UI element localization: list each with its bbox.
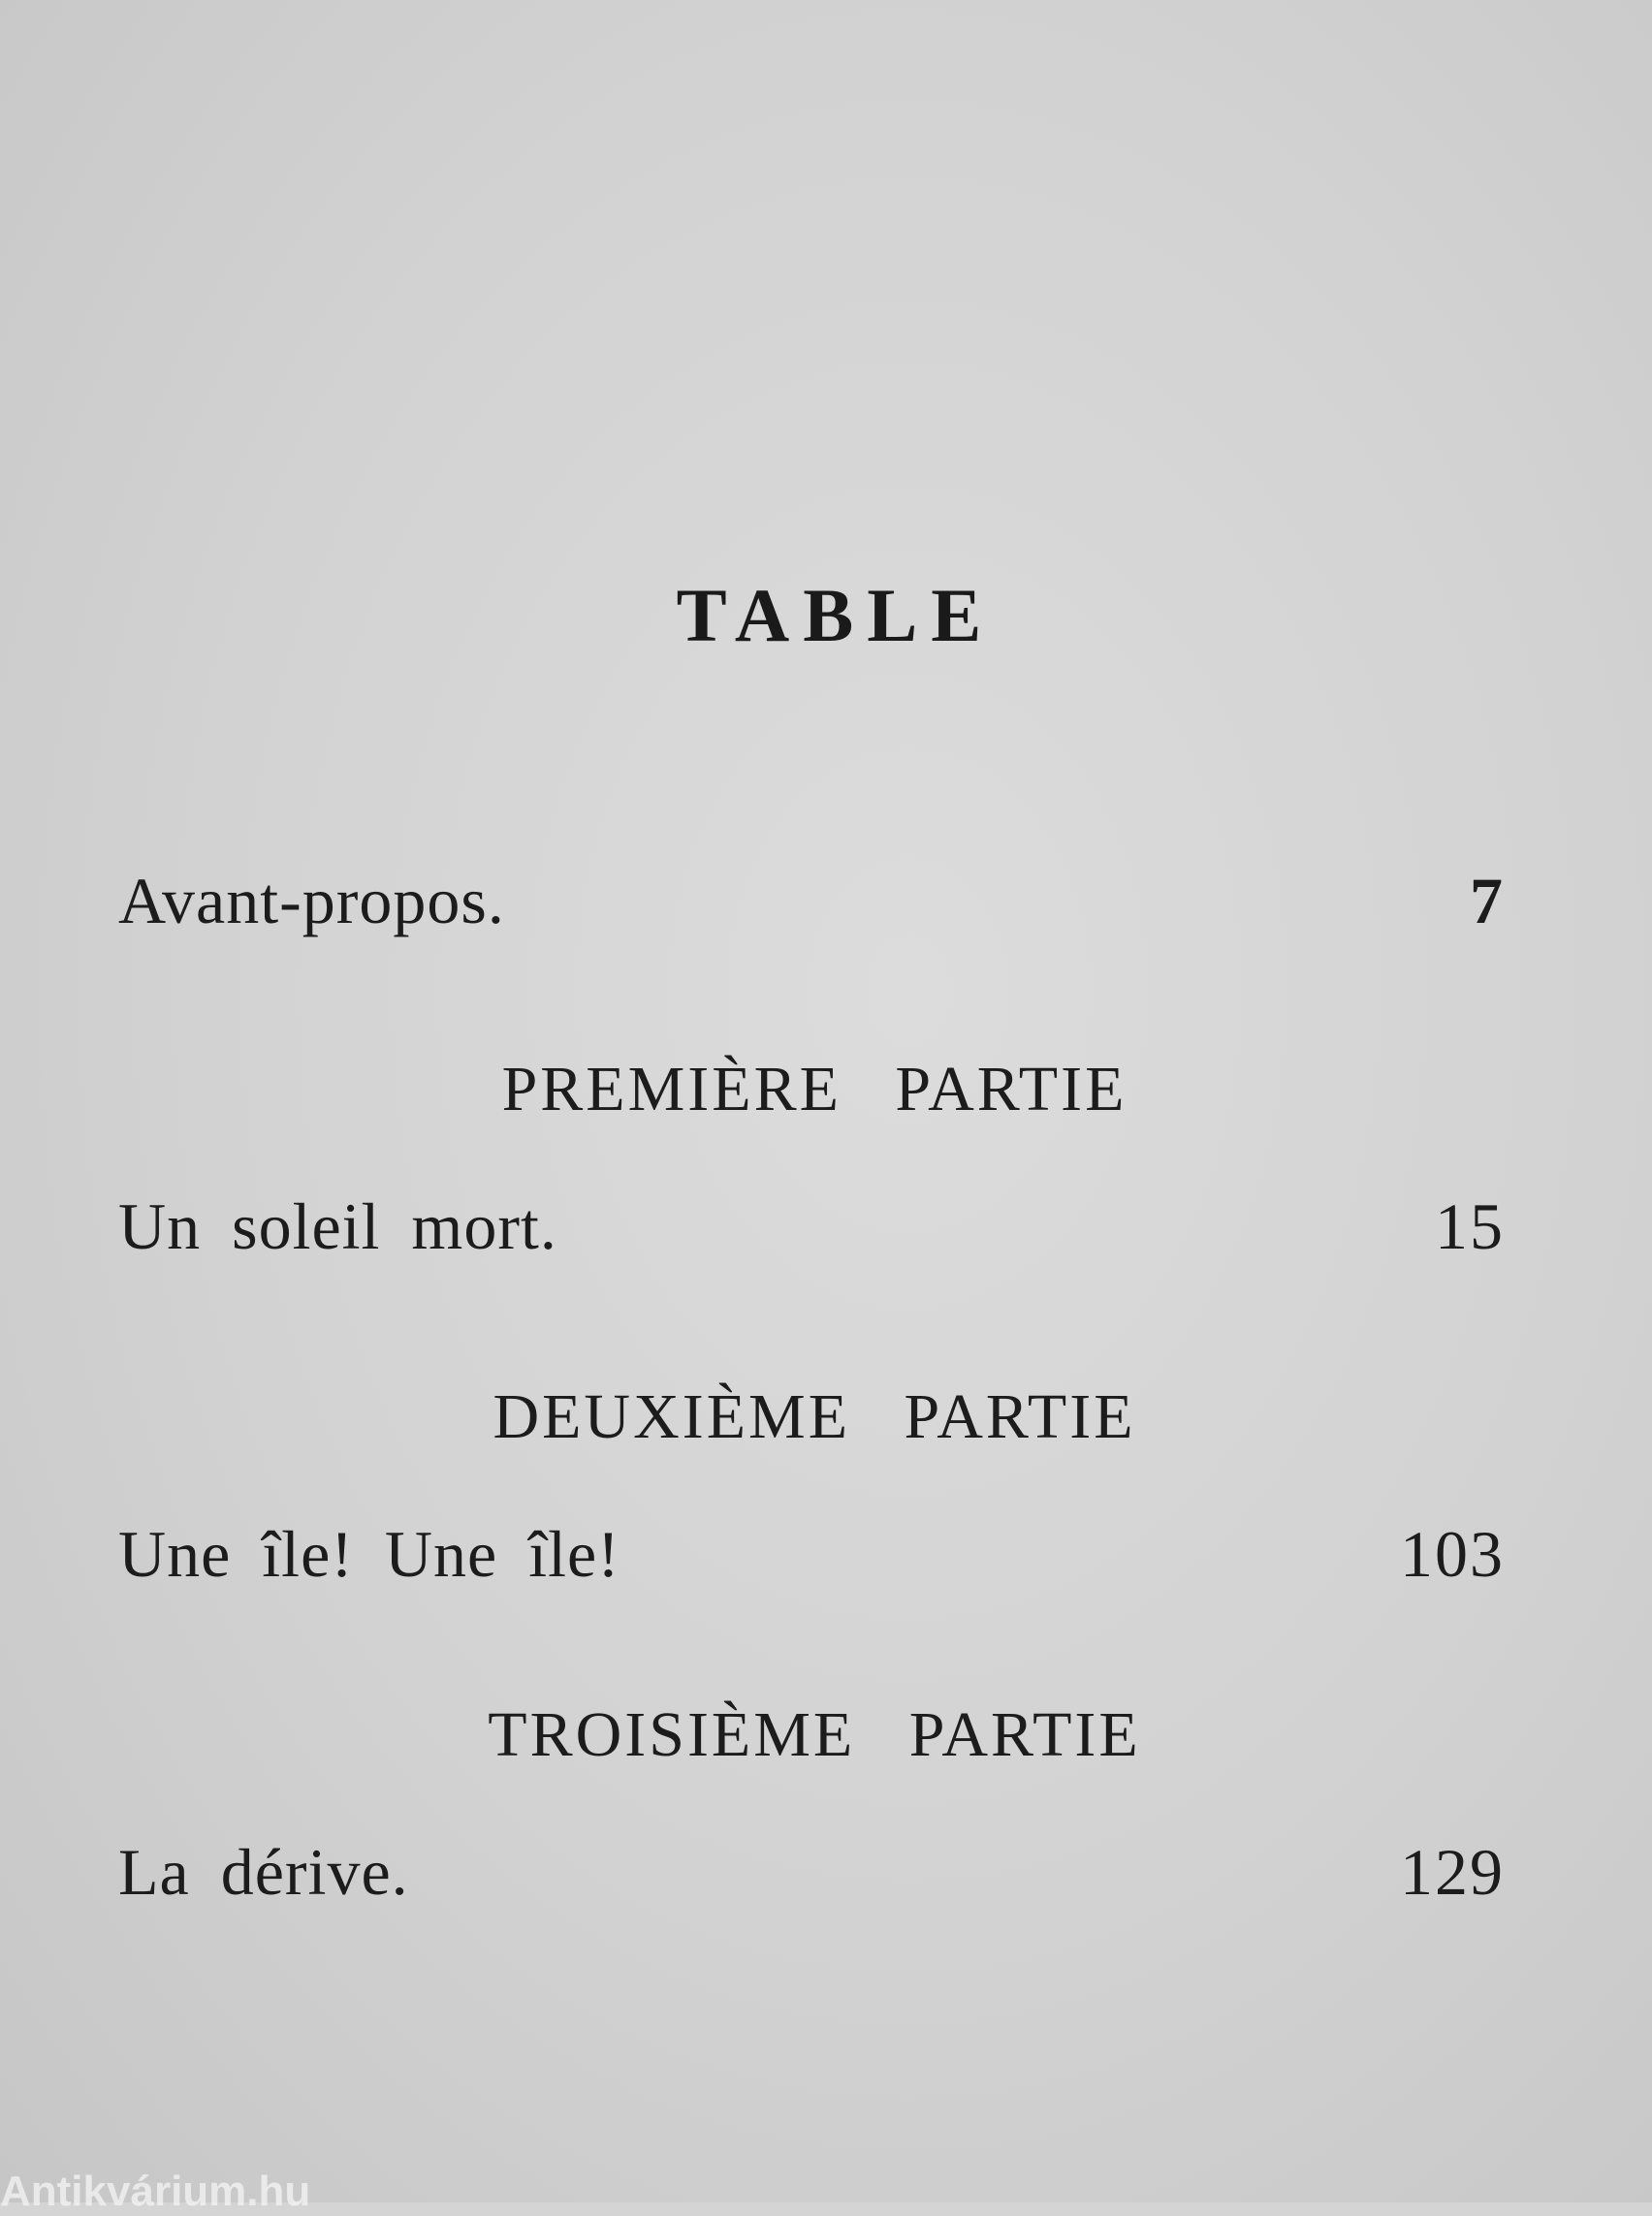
toc-entry-title: Avant-propos.: [118, 864, 505, 937]
toc-entry-title: La dérive.: [118, 1835, 409, 1909]
part-heading-deuxieme: DEUXIÈME PARTIE: [492, 1381, 1136, 1452]
toc-entry-title: Une île! Une île!: [118, 1517, 620, 1591]
toc-entry-page-number: 7: [1470, 864, 1505, 937]
toc-entry-page-number: 103: [1400, 1517, 1505, 1591]
toc-entry-page-number: 15: [1435, 1189, 1505, 1263]
toc-entry-page-number: 129: [1400, 1835, 1505, 1909]
toc-entry-title: Un soleil mort.: [118, 1189, 557, 1263]
part-heading-premiere: PREMIÈRE PARTIE: [501, 1054, 1128, 1124]
watermark: Antikvárium.hu: [0, 2168, 311, 2215]
toc-title: TABLE: [676, 573, 996, 657]
part-heading-troisieme: TROISIÈME PARTIE: [488, 1699, 1141, 1770]
